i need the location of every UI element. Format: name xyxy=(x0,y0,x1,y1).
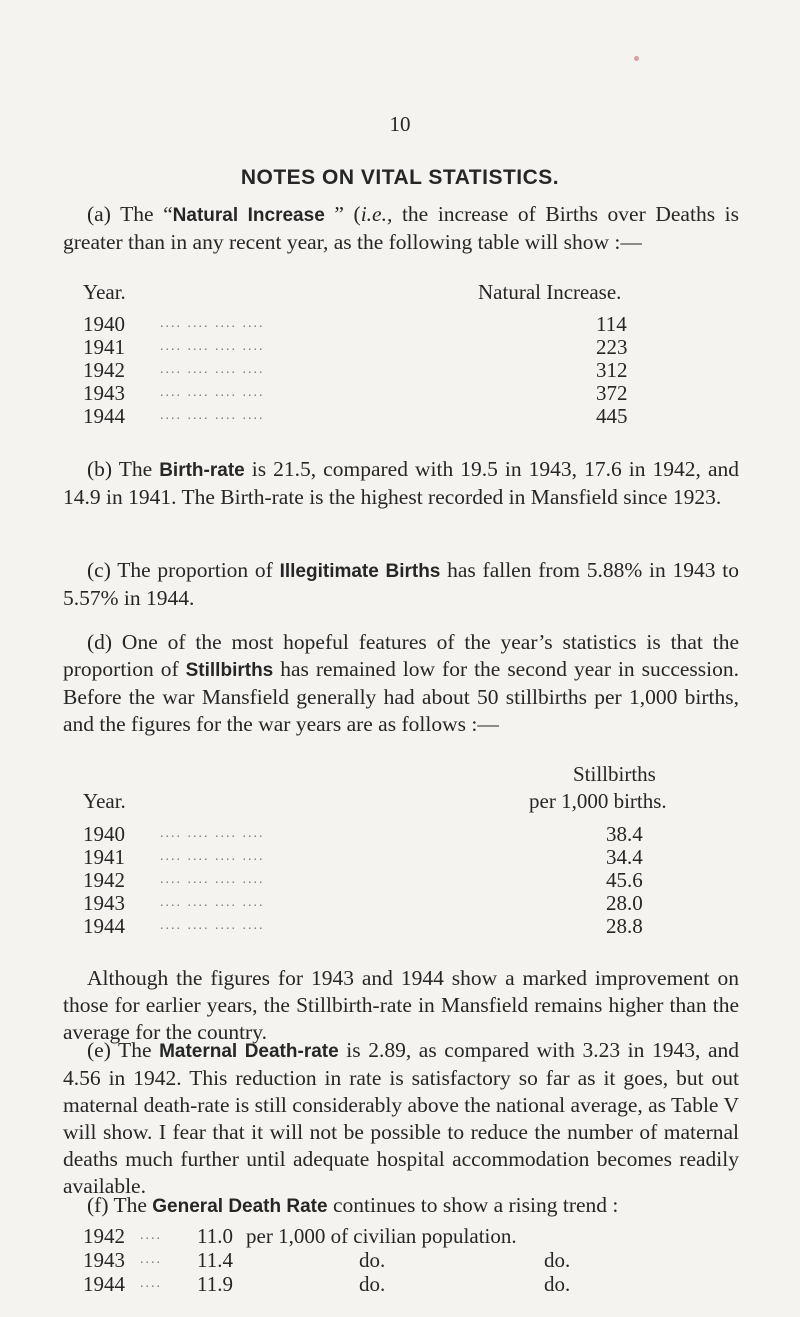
para-d-pre: (d) One of the most hopeful features of the year’s statistics is that the proportion of xyxy=(63,630,739,681)
general-death-rate-heading: General Death Rate xyxy=(152,1196,328,1217)
table-f-value: 11.4 xyxy=(197,1248,233,1272)
leader-dots: .... .... .... .... xyxy=(160,362,265,377)
table-a-year: 1944 xyxy=(83,404,125,428)
leader-dots: .... xyxy=(140,1228,162,1243)
page-number: 10 xyxy=(389,112,411,136)
table-d-year: 1942 xyxy=(83,868,125,892)
leader-dots: .... .... .... .... xyxy=(160,849,265,864)
paragraph-e xyxy=(63,1037,739,1200)
table-a-year: 1940 xyxy=(83,312,125,336)
table-d-year: 1940 xyxy=(83,822,125,846)
leader-dots: .... .... .... .... xyxy=(160,339,265,354)
maternal-death-rate-heading: Maternal Death-rate xyxy=(159,1041,339,1062)
table-header-natural-increase: Natural Increase. xyxy=(478,280,622,304)
table-a-year: 1943 xyxy=(83,381,125,405)
para-e-pre: (e) The xyxy=(87,1038,160,1062)
para-f-pre: (f) The xyxy=(87,1193,153,1217)
table-a-value: 312 xyxy=(596,358,628,382)
illegitimate-births-heading: Illegitimate Births xyxy=(279,561,441,582)
leader-dots: .... .... .... .... xyxy=(160,895,265,910)
table-f-value: 11.9 xyxy=(197,1272,233,1296)
table-f-unit-2: do. xyxy=(544,1248,571,1272)
table-f-unit: do. xyxy=(359,1248,386,1272)
table-a-value: 445 xyxy=(596,404,628,428)
table-f-unit: per 1,000 of civilian population. xyxy=(246,1224,517,1248)
table-d-value: 45.6 xyxy=(606,868,643,892)
leader-dots: .... xyxy=(140,1276,162,1291)
table-f-unit-2: do. xyxy=(544,1272,571,1296)
table-a-value: 114 xyxy=(596,312,627,336)
table-header-year-2: Year. xyxy=(83,789,126,813)
para-c-pre: (c) The proportion of xyxy=(87,558,280,582)
table-d-year: 1943 xyxy=(83,891,125,915)
table-header-year: Year. xyxy=(83,280,126,304)
table-d-year: 1941 xyxy=(83,845,125,869)
para-c-post: has fallen from 5.88% in 1943 to 5.57% in 1944. xyxy=(63,558,739,610)
para-e-post: is 2.89, as compared with 3.23 in 1943, and 4.56 in 1942. This reduction in rate is satisfactory so far as it goes, but out maternal death-rate is still considerably above the national average, as Table V will show. I fear that it will not be possible to reduce the number of maternal deaths much further until adequate hospital accommodation becomes readily available. xyxy=(63,1038,739,1198)
para-d2-text: Although the figures for 1943 and 1944 show a marked improvement on those for earlier years, the Stillbirth-rate in Mansfield remains higher than the average for the country. xyxy=(63,966,739,1044)
table-d-value: 28.8 xyxy=(606,914,643,938)
para-d-post: has remained low for the second year in succession. Before the war Mansfield generally had about 50 stillbirths per 1,000 births, and the figures for the war years are as follows :— xyxy=(63,657,739,736)
table-d-value: 28.0 xyxy=(606,891,643,915)
table-f-year: 1944 xyxy=(83,1272,125,1296)
leader-dots: .... .... .... .... xyxy=(160,826,265,841)
leader-dots: .... .... .... .... xyxy=(160,385,265,400)
paragraph-a xyxy=(63,201,739,256)
table-d-value: 34.4 xyxy=(606,845,643,869)
leader-dots: .... .... .... .... xyxy=(160,872,265,887)
table-a-year: 1941 xyxy=(83,335,125,359)
table-a-year: 1942 xyxy=(83,358,125,382)
table-f-year: 1942 xyxy=(83,1224,125,1248)
paragraph-f xyxy=(63,1192,739,1220)
table-f-value: 11.0 xyxy=(197,1224,233,1248)
table-d-value: 38.4 xyxy=(606,822,643,846)
page-title: NOTES ON VITAL STATISTICS. xyxy=(240,166,560,189)
leader-dots: .... .... .... .... xyxy=(160,408,265,423)
table-f-year: 1943 xyxy=(83,1248,125,1272)
paragraph-b xyxy=(63,456,739,511)
para-f-post: continues to show a rising trend : xyxy=(327,1193,619,1217)
paragraph-d xyxy=(63,629,739,738)
table-a-value: 372 xyxy=(596,381,628,405)
leader-dots: .... .... .... .... xyxy=(160,918,265,933)
leader-dots: .... .... .... .... xyxy=(160,316,265,331)
para-a-mid: ” ( xyxy=(324,202,361,226)
para-b-post: is 21.5, compared with 19.5 in 1943, 17.6 in 1942, and 14.9 in 1941. The Birth-rate is the highest recorded in Mansfield since 1923. xyxy=(63,457,739,509)
natural-increase-heading: Natural Increase xyxy=(172,205,325,226)
para-a-pre: (a) The “ xyxy=(87,202,173,226)
para-a-ie: i.e., xyxy=(360,202,393,226)
table-f-unit: do. xyxy=(359,1272,386,1296)
ink-speck xyxy=(634,56,639,61)
table-a-value: 223 xyxy=(596,335,628,359)
paragraph-c xyxy=(63,557,739,612)
birth-rate-heading: Birth-rate xyxy=(159,460,245,481)
table-d-year: 1944 xyxy=(83,914,125,938)
paragraph-d-followup xyxy=(63,965,739,1046)
para-b-pre: (b) The xyxy=(87,457,160,481)
leader-dots: .... xyxy=(140,1252,162,1267)
para-a-post: the increase of Births over Deaths is greater than in any recent year, as the following table will show :— xyxy=(63,202,740,254)
stillbirths-heading: Stillbirths xyxy=(185,660,274,681)
table-header-stillbirths-1: Stillbirths xyxy=(573,762,656,786)
table-header-stillbirths-2: per 1,000 births. xyxy=(529,789,667,813)
